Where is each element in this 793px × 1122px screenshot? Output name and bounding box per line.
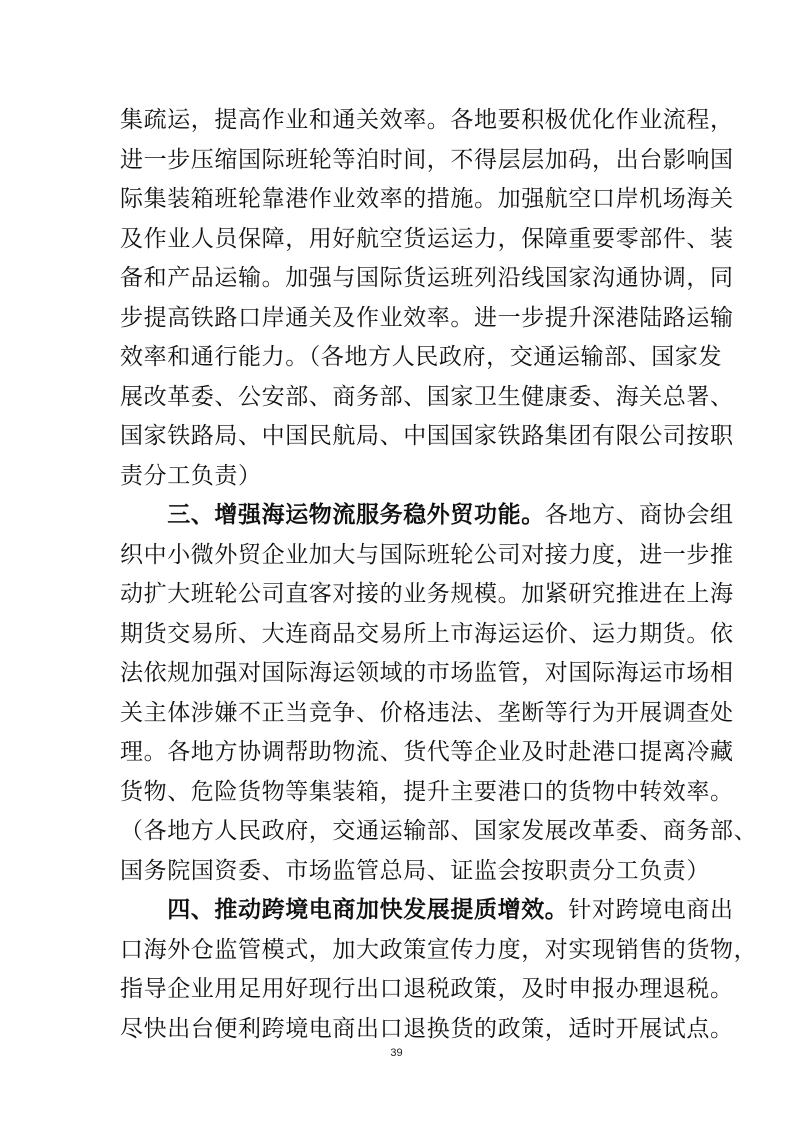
text-line: 期货交易所、大连商品交易所上市海运运价、运力期货。依 [120, 620, 734, 647]
section-3-maritime-logistics [120, 496, 758, 891]
body-text [120, 101, 758, 1049]
text-line: 国家铁路局、中国民航局、中国国家铁路集团有限公司按职 [120, 423, 734, 449]
paragraph-logistics-efficiency [120, 101, 734, 496]
section-heading: 三、增强海运物流服务稳外贸功能。 [167, 502, 545, 528]
section-heading: 四、推动跨境电商加快发展提质增效。 [167, 897, 569, 923]
section-first-line [120, 496, 734, 536]
text-line: 进一步压缩国际班轮等泊时间，不得层层加码，出台影响国 [120, 146, 734, 173]
text-line: 集疏运，提高作业和通关效率。各地要积极优化作业流程， [120, 107, 734, 133]
text-line: 动扩大班轮公司直客对接的业务规模。加紧研究推进在上海 [120, 581, 734, 607]
text-line: 法依规加强对国际海运领域的市场监管，对国际海运市场相 [120, 660, 734, 686]
text-line: 关主体涉嫌不正当竞争、价格违法、垄断等行为开展调查处 [120, 699, 734, 726]
text-line: 口海外仓监管模式，加大政策宣传力度，对实现销售的货物， [120, 936, 758, 963]
text-line: 织中小微外贸企业加大与国际班轮公司对接力度，进一步推 [120, 541, 734, 568]
text-line: （各地方人民政府，交通运输部、国家发展改革委、商务部、 [120, 818, 758, 844]
text-line: 备和产品运输。加强与国际货运班列沿线国家沟通协调，同 [120, 265, 734, 291]
text-line: 货物、危险货物等集装箱，提升主要港口的货物中转效率。 [120, 778, 734, 805]
section-first-line [120, 891, 734, 931]
text-line: 际集装箱班轮靠港作业效率的措施。加强航空口岸机场海关 [120, 186, 734, 212]
section-4-cross-border-ecommerce [120, 891, 758, 1049]
text-line: 步提高铁路口岸通关及作业效率。进一步提升深港陆路运输 [120, 304, 734, 331]
text-fragment: 各地方、商协会组 [544, 502, 734, 528]
text-line: 尽快出台便利跨境电商出口退换货的政策，适时开展试点。 [120, 1015, 734, 1042]
text-line: 指导企业用足用好现行出口退税政策，及时申报办理退税。 [120, 976, 734, 1002]
text-fragment: 针对跨境电商出 [568, 897, 734, 923]
text-line: 责分工负责） [120, 462, 262, 489]
text-line: 展改革委、公安部、商务部、国家卫生健康委、海关总署、 [120, 383, 734, 410]
text-line: 效率和通行能力。（各地方人民政府，交通运输部、国家发 [120, 344, 723, 370]
page-number: 39 [390, 1047, 403, 1059]
text-line: 理。各地方协调帮助物流、货代等企业及时赴港口提离冷藏 [120, 739, 734, 765]
text-line: 国务院国资委、市场监管总局、证监会按职责分工负责） [120, 857, 710, 884]
text-line: 及作业人员保障，用好航空货运运力，保障重要零部件、装 [120, 225, 734, 252]
